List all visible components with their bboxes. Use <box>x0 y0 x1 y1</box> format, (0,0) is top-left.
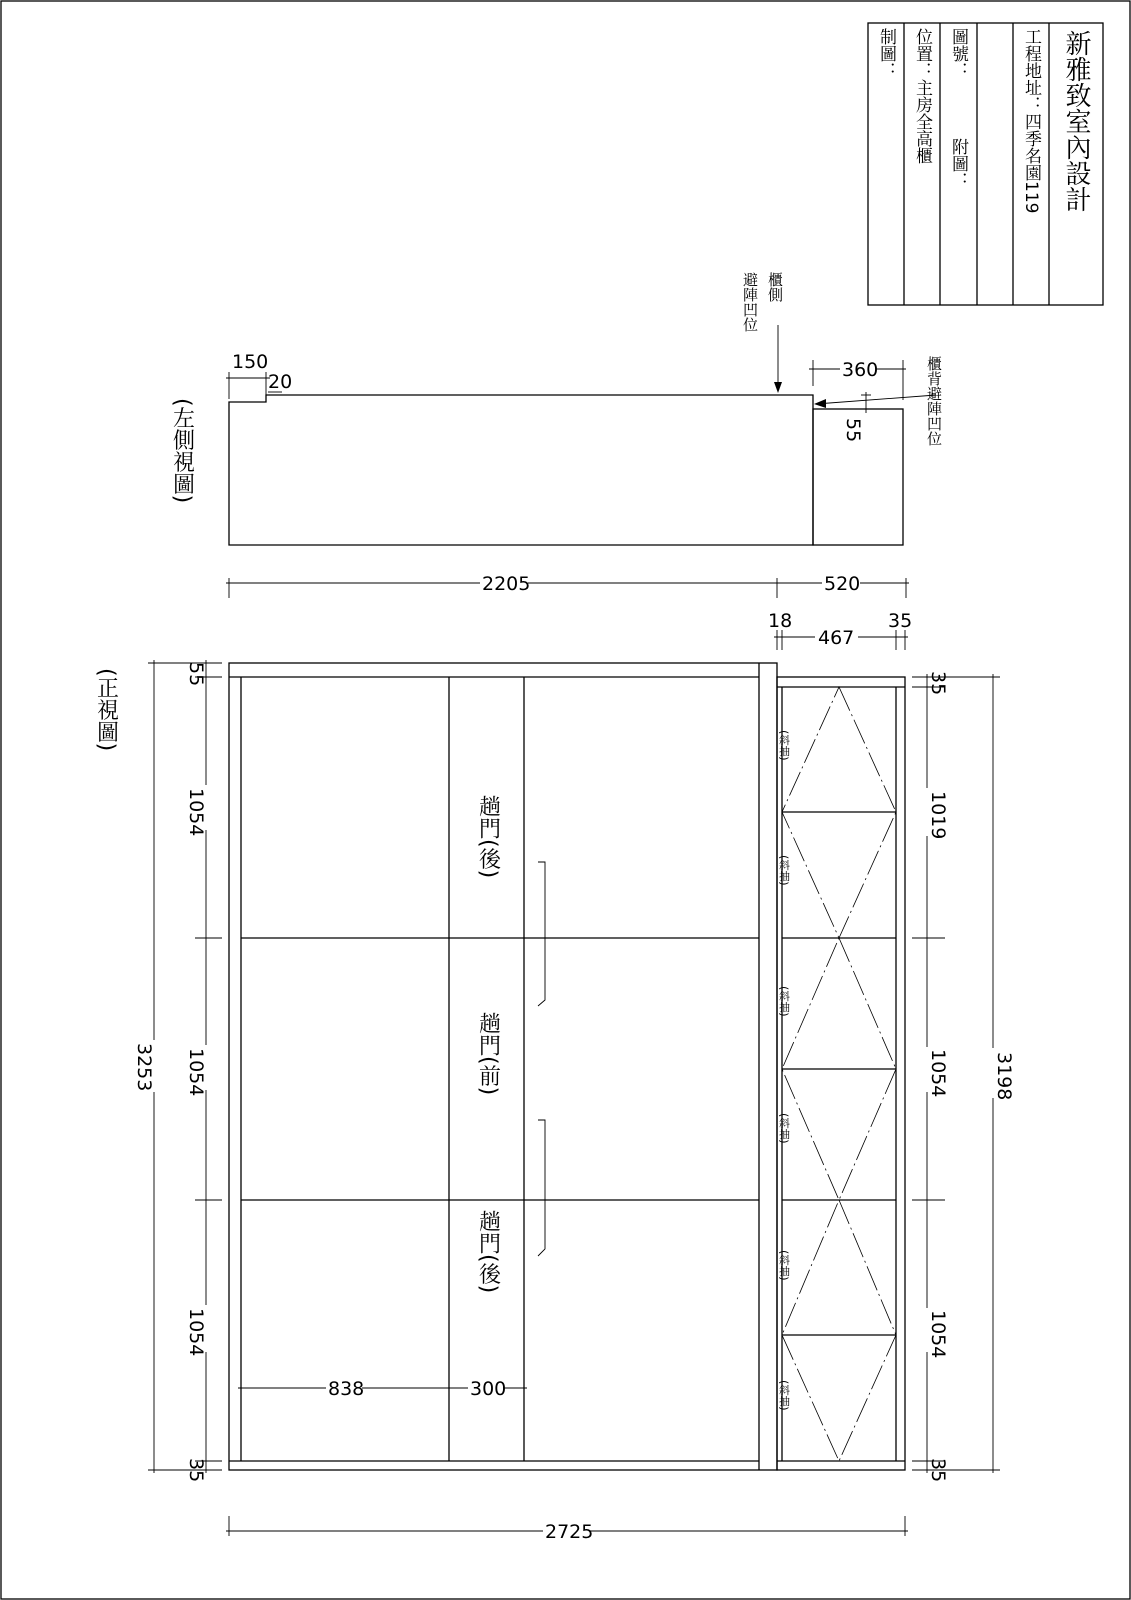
dim-1054-right-2: 1054 <box>927 1310 949 1359</box>
door-label-back-top: 趟門(後) <box>475 795 501 879</box>
dim-18: 18 <box>768 610 793 632</box>
dim-35-left: 35 <box>185 1458 207 1483</box>
attachment-label: 附圖： <box>948 138 968 189</box>
dim-520: 520 <box>824 573 861 595</box>
back-recess-note: 櫃背避陣凹位 <box>925 356 943 446</box>
door-arrow-2 <box>538 1120 545 1256</box>
front-view-label: (正視圖) <box>93 668 119 752</box>
location-label: 位置：主房全高櫃 <box>912 28 932 164</box>
drawer-label-3: (斜抽) <box>777 986 791 1017</box>
door-label-front: 趟門(前) <box>475 1012 501 1096</box>
dim-35-top: 35 <box>888 610 913 632</box>
front-view <box>94 610 1016 1543</box>
drawer-unit-frame <box>777 677 905 1470</box>
dim-3253: 3253 <box>133 1043 155 1092</box>
dim-150: 150 <box>232 351 269 373</box>
dim-55-side: 55 <box>842 418 864 443</box>
dim-300: 300 <box>470 1378 507 1400</box>
side-view-label: (左側視圖) <box>169 398 195 504</box>
dim-20: 20 <box>268 371 293 393</box>
dim-2725: 2725 <box>545 1521 594 1543</box>
side-recess-note-line2: 避陣凹位 <box>741 272 759 332</box>
drawer-label-6: (斜抽) <box>777 1380 791 1411</box>
company-name: 新雅致室內設計 <box>1061 30 1091 212</box>
dim-1054-left-1: 1054 <box>185 788 207 837</box>
dim-3198: 3198 <box>993 1052 1015 1101</box>
dim-2205: 2205 <box>482 573 531 595</box>
door-arrow-1 <box>538 862 545 1006</box>
drawer-diamond-3 <box>782 1200 896 1461</box>
sheet-border <box>1 1 1130 1599</box>
drawer-label-4: (斜抽) <box>777 1113 791 1144</box>
dim-360: 360 <box>842 359 879 381</box>
dim-55-front: 55 <box>185 662 207 687</box>
dim-838: 838 <box>328 1378 365 1400</box>
project-address: 工程地址：四季名園119 <box>1021 28 1041 214</box>
side-view-outline <box>229 395 813 545</box>
drawer-label-1: (斜抽) <box>777 730 791 761</box>
wardrobe-frame <box>229 663 777 1470</box>
dim-35-right-top: 35 <box>927 671 949 696</box>
dim-467: 467 <box>818 627 855 649</box>
side-recess-arrow <box>774 382 782 393</box>
door-label-back-bottom: 趟門(後) <box>475 1210 501 1294</box>
dim-1019: 1019 <box>927 791 949 840</box>
drawer-label-5: (斜抽) <box>777 1250 791 1281</box>
back-recess-arrow <box>814 399 826 408</box>
drawing-number: 圖號： <box>948 28 968 79</box>
side-recess-note-line1: 櫃側 <box>766 272 784 302</box>
dim-1054-left-2: 1054 <box>185 1048 207 1097</box>
drawn-by-label: 制圖： <box>876 28 896 79</box>
drawer-label-2: (斜抽) <box>777 855 791 886</box>
dim-35-right-bottom: 35 <box>927 1458 949 1483</box>
dim-1054-right-1: 1054 <box>927 1049 949 1098</box>
side-view <box>170 271 944 598</box>
dim-1054-left-3: 1054 <box>185 1308 207 1357</box>
title-block <box>868 23 1103 305</box>
